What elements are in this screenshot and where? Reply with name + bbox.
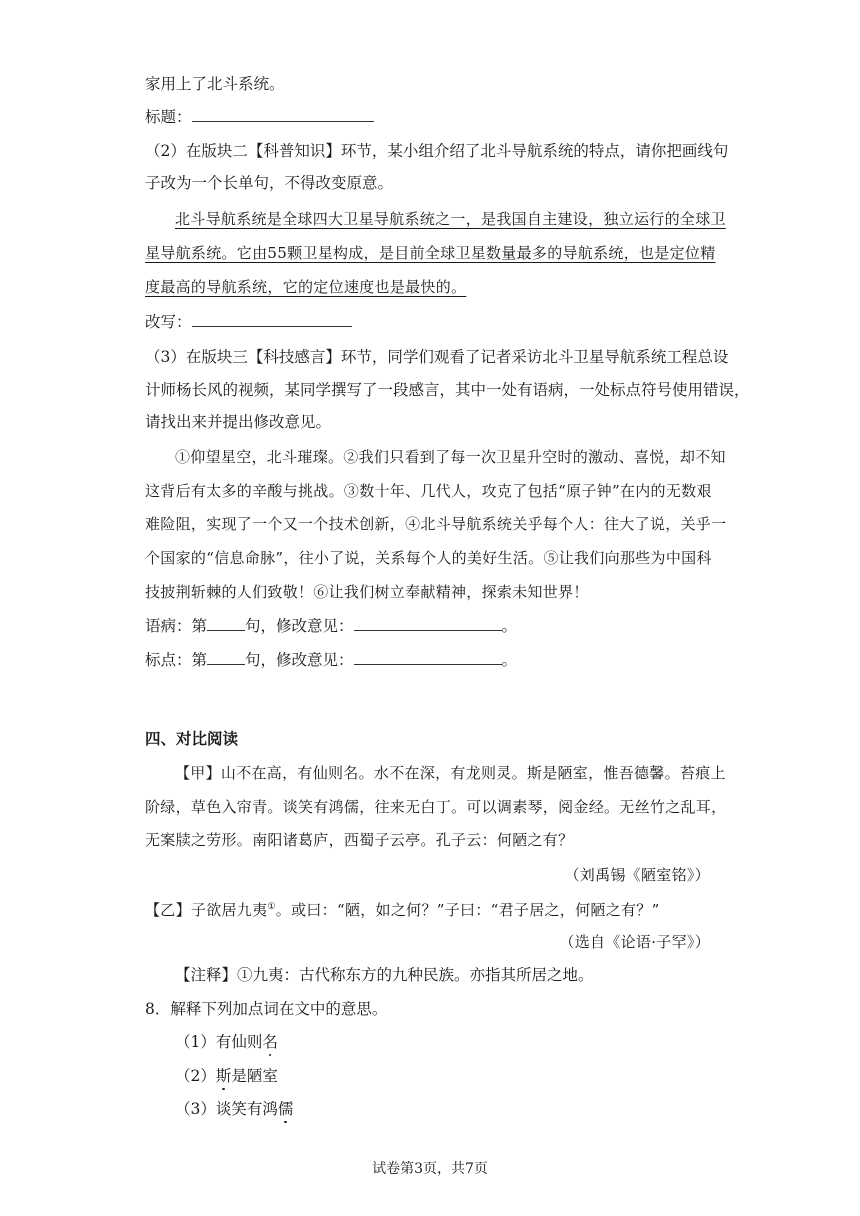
title-answer-line: 标题： [145, 107, 374, 127]
punctuation-answer-line: 标点：第 句，修改意见： 。 [145, 651, 518, 669]
dotted-word: 斯 [215, 1067, 232, 1085]
dotted-word: 儒 [277, 1100, 294, 1118]
answer-blank[interactable] [207, 616, 245, 631]
passage-line: 个国家的“信息命脉”，往小了说，关系每个人的美好生活。⑤让我们向那些为中国科 [145, 549, 712, 567]
underlined-sentence: 度最高的导航系统，它的定位速度也是最快的。 [145, 278, 467, 296]
passage-line: 这背后有太多的辛酸与挑战。③数十年、几代人，攻克了包括“原子钟”在内的无数艰 [145, 482, 712, 500]
section-heading: 四、对比阅读 [145, 729, 239, 748]
dotted-word: 名 [262, 1033, 278, 1051]
passage-line: ①仰望星空，北斗璀璨。②我们只看到了每一次卫星升空时的激动、喜悦，却不知 [175, 448, 726, 466]
answer-blank[interactable] [192, 107, 374, 122]
passage-jia-line: 阶绿，草色入帘青。谈笑有鸿儒，往来无白丁。可以调素琴，阅金经。无丝竹之乱耳， [145, 798, 727, 816]
underlined-sentence: 北斗导航系统是全球四大卫星导航系统之一，是我国自主建设，独立运行的全球卫 [175, 210, 726, 228]
q2-line: （2）在版块二【科普知识】环节，某小组介绍了北斗导航系统的特点，请你把画线句 [145, 142, 729, 160]
q8-item: （1）有仙则名 [175, 1033, 278, 1051]
passage-line: 技披荆斩棘的人们致敬！⑥让我们树立奉献精神，探索未知世界！ [145, 583, 589, 601]
passage-yi-line: 【乙】子欲居九夷①。或曰：“陋，如之何？”子曰：“君子居之，何陋之有？” [145, 901, 660, 919]
page-footer: 试卷第3页，共7页 [372, 1161, 488, 1177]
annotation-note: 【注释】①九夷：古代称东方的九种民族。亦指其所居之地。 [175, 966, 594, 984]
answer-blank[interactable] [192, 312, 352, 327]
answer-blank[interactable] [354, 616, 502, 631]
q8-item: （3）谈笑有鸿儒 [175, 1100, 294, 1118]
rewrite-answer-line: 改写： [145, 312, 352, 332]
q8-item: （2）斯是陋室 [175, 1067, 278, 1085]
source-citation: （刘禹锡《陋室铭》） [564, 866, 710, 884]
underlined-sentence: 星导航系统。它由55颗卫星构成，是目前全球卫星数量最多的导航系统，也是定位精 [145, 244, 716, 262]
answer-blank[interactable] [354, 650, 502, 665]
q2-line: 子改为一个长单句，不得改变原意。 [145, 174, 394, 192]
q3-line: 计师杨长风的视频，某同学撰写了一段感言，其中一处有语病，一处标点符号使用错误， [145, 381, 750, 399]
answer-blank[interactable] [207, 650, 245, 665]
passage-jia-line: 无案牍之劳形。南阳诸葛庐，西蜀子云亭。孔子云：何陋之有？ [145, 831, 574, 849]
passage-line: 难险阻，实现了一个又一个技术创新，④北斗导航系统关乎每个人：往大了说，关乎一 [145, 515, 727, 533]
grammar-answer-line: 语病：第 句，修改意见： 。 [145, 617, 518, 635]
source-citation: （选自《论语·子罕》） [559, 933, 710, 951]
question-8-stem: 8．解释下列加点词在文中的意思。 [145, 1000, 388, 1018]
q3-line: 请找出来并提出修改意见。 [145, 413, 332, 431]
passage-jia-line: 【甲】山不在高，有仙则名。水不在深，有龙则灵。斯是陋室，惟吾德馨。苔痕上 [175, 764, 726, 782]
q3-line: （3）在版块三【科技感言】环节，同学们观看了记者采访北斗卫星导航系统工程总设 [145, 348, 729, 366]
text-line: 家用上了北斗系统。 [145, 75, 285, 93]
